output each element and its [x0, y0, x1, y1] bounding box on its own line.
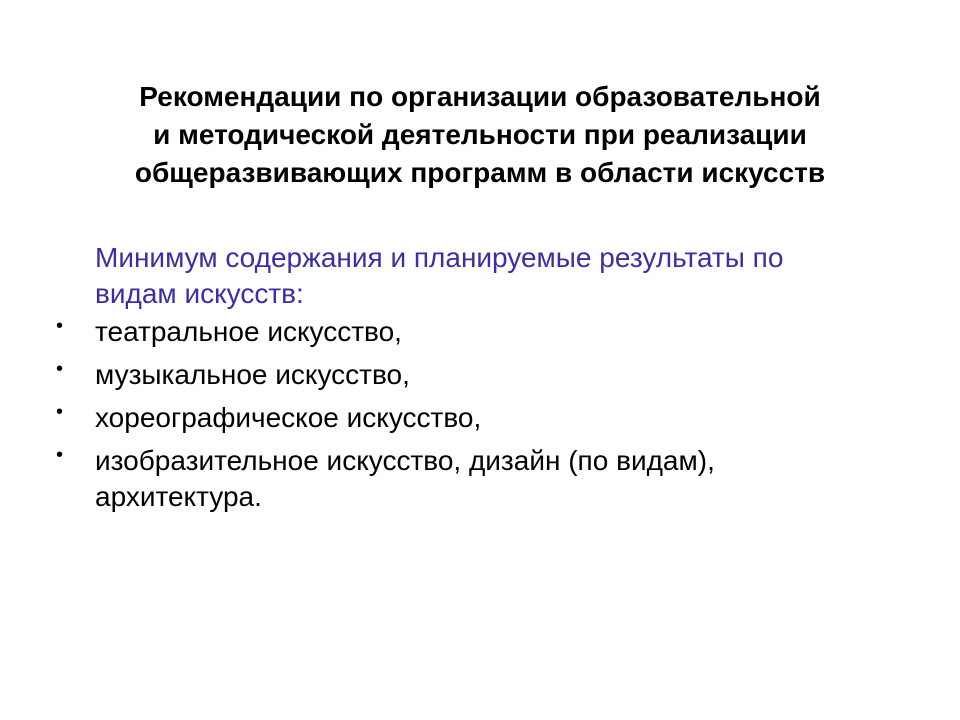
title-line: Рекомендации по организации образовательной [139, 81, 821, 112]
bullet-icon: • [56, 315, 64, 337]
list-item-text: хореографическое искусство, [95, 402, 482, 433]
bullet-icon: • [56, 401, 64, 423]
subtitle-line: Минимум содержания и планируемые результаты по [95, 242, 784, 273]
list-item-text: театральное искусство, [95, 316, 402, 347]
list-item [0, 314, 960, 350]
bullet-icon: • [56, 358, 64, 380]
list-item [0, 400, 960, 436]
list-item-text: архитектура. [95, 481, 262, 512]
list-item [0, 357, 960, 393]
bullet-icon: • [56, 444, 64, 466]
list-item-text: музыкальное искусство, [95, 359, 410, 390]
list-item [0, 443, 960, 515]
list-item-text: изобразительное искусство, дизайн (по видам), [95, 445, 715, 476]
art-types-list [0, 314, 960, 522]
subtitle-line: видам искусств: [95, 278, 304, 309]
title-line: общеразвивающих программ в области искусств [134, 157, 826, 188]
section-subtitle [95, 240, 895, 312]
title-line: и методической деятельности при реализации [153, 119, 807, 150]
slide-title [40, 78, 920, 192]
